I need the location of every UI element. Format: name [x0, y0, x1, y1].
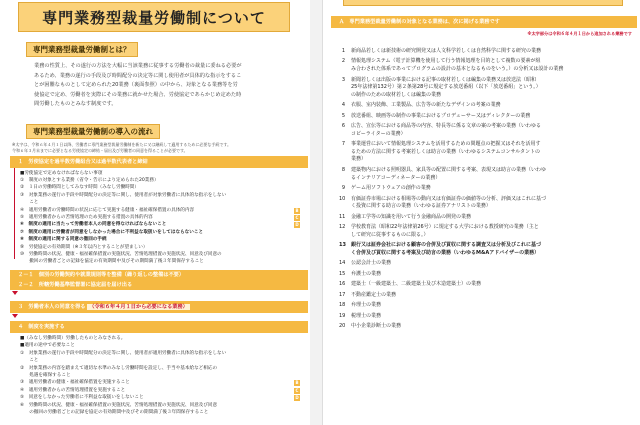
item-number: 12	[339, 224, 346, 231]
item-text-line: 建築物内における照明器具、家具等の配置に関する考案、表現又は助言の業務（いわゆ	[351, 166, 547, 173]
item-text-line: 業務）	[351, 156, 367, 163]
target-work-item	[339, 242, 635, 257]
flow-note	[12, 142, 304, 154]
operation-item: ④ 適用労働者からの苦情処理措置を実施すること C	[20, 387, 299, 393]
item-text-line: 中小企業診断士の業務	[351, 323, 402, 330]
definition-text	[34, 62, 302, 110]
target-work-item	[339, 260, 635, 268]
item-number: 10	[339, 195, 346, 202]
badge-c: C	[295, 214, 299, 220]
target-work-item	[339, 302, 635, 310]
badge-d: D	[295, 222, 299, 228]
page-title: 専門業務型裁量労働制について	[18, 2, 290, 32]
agreement-item: ④ 適用労働者の労働時間の状況に応じて実施する健康・福祉確保措置の具体的内容 B	[20, 207, 299, 213]
item-number: 8	[341, 166, 345, 173]
target-work-list	[339, 48, 635, 331]
item-text	[351, 48, 635, 56]
item-text-line: く合併及び買収に関する考案及び助言の業務（いわゆるM&Aアドバイザーの業務）	[351, 249, 540, 256]
item-number: 15	[339, 270, 346, 277]
item-number: 6	[341, 123, 345, 130]
target-work-item	[339, 58, 635, 73]
item-number: 17	[339, 291, 346, 298]
item-text	[351, 167, 635, 182]
item-text-line: 広告、宣伝等における商品等の内容、特長等に係る文章の案の考案の業務（いわゆる	[351, 123, 542, 130]
item-text-line: 不動産鑑定士の業務	[351, 291, 397, 298]
item-text	[351, 113, 635, 121]
flow-arrow	[12, 314, 18, 318]
definition-line: 業務の性質上、その遂行の方法を大幅に当該業務に従事する労働者の裁量に委ねる必要が	[34, 63, 242, 69]
item-number: 14	[339, 260, 346, 267]
operation-item: こと	[20, 358, 39, 364]
step-3-highlight: （令和６年４月１日から必要になる業務）	[89, 304, 188, 310]
item-text-line: 金融工学等の知識を用いて行う金融商品の開発の業務	[351, 213, 472, 220]
badge-d: D	[295, 395, 299, 401]
item-number: 16	[339, 281, 346, 288]
operation-item: ⑥ 労働時間の状況、健康・福祉確保措置の実施状況、苦情処理措置の実施状況、同意及び同意	[20, 402, 218, 408]
item-text	[351, 123, 635, 138]
item-text-line: 弁理士の業務	[351, 302, 382, 309]
target-work-item	[339, 323, 635, 331]
item-text-line: 学校教育法（昭和22年法律第26号）に規定する大学における教授研究の業務（主と	[351, 224, 539, 231]
item-text-line: るインテリアコーディネーターの業務）	[351, 174, 441, 181]
target-work-item	[339, 48, 635, 56]
item-text-line: 弁護士の業務	[351, 270, 382, 277]
step-2-2-label: ２－２ 所轄労働基準監督署に協定届を届け出る	[18, 281, 133, 288]
operation-item: 処遇を確保すること	[20, 372, 71, 378]
flow-note-line: 令和６年３月末までに必要となる労使協定の締結・届出及び労働者の同意を得ることが必要です。	[12, 148, 188, 153]
item-number: 1	[341, 48, 345, 54]
item-text-line: 情報処理システム（電子計算機を使用して行う情報処理を目的として複数の要素が組	[351, 58, 541, 65]
item-number: 19	[339, 312, 346, 319]
item-text-line: 銀行又は証券会社における顧客の合併及び買収に関する調査又は分析及びこれに基づ	[351, 242, 542, 249]
item-text	[351, 260, 635, 268]
badge-c: C	[295, 387, 299, 393]
definition-line: 使協定で定め、労働者を実際にその業務に就かせた場合、労使協定であらかじめ定めた時	[34, 91, 242, 98]
agreement-item: ⑦ 制度の適用に労働者が同意をしなかった場合に不利益な取扱いをしてはならないこと	[20, 229, 204, 235]
target-work-bar: Ａ 専門業務型裁量労働制の対象となる業務は、次に掲げる業務です	[331, 16, 637, 28]
badge-b: B	[295, 207, 299, 213]
target-work-item	[339, 102, 635, 110]
item-text-line: く投資に関する助言の業務（いわゆる証券アナリストの業務）	[351, 203, 491, 210]
item-number: 20	[339, 323, 346, 330]
target-work-item	[339, 141, 635, 164]
agreement-item: ① 制度の対象とする業務（省令・告示により定められた20業務）	[20, 178, 159, 183]
item-text	[351, 242, 635, 257]
added-work-note: ※太字部分は令和６年４月１日から追加される業務です	[527, 31, 632, 36]
item-text-line: 放送番組、映画等の制作の事業におけるプロデューサー又はディレクターの業務	[351, 112, 531, 119]
flow-note-line: ※太字は、令和６年４月１日以降、労働者に専門業務型裁量労働制を新たに又は継続して適用するために必要な手続です。	[12, 142, 232, 147]
item-text	[351, 281, 635, 289]
operation-item: ② 対象業務の内容を踏まえて適切な水準のみなし労働時間を設定し、手当や基本給など相応の	[20, 365, 218, 371]
item-text-line: 税理士の業務	[351, 312, 382, 319]
left-page	[0, 0, 310, 425]
agreement-item: ⑤ 適用労働者からの苦情処理のため実施する措置の具体的内容 C	[20, 214, 299, 220]
target-work-item	[339, 224, 635, 239]
target-work-item	[339, 185, 635, 193]
item-text	[351, 102, 635, 110]
definition-line: 間労働したものとみなす制度です。	[34, 101, 117, 107]
item-text-line: ゲーム用ソフトウェアの創作の業務	[351, 185, 431, 192]
target-work-item	[339, 77, 635, 100]
definition-line: とが困難なものとして定められた20業務（裏面参照）の中から、対象となる業務等を労	[34, 82, 238, 88]
agreement-item: ⑩ 労働時間の状況、健康・福祉確保措置の実施状況、苦情処理措置の実施状況、同意及び同意の	[20, 251, 222, 257]
operation-item: ① 対象業務の遂行の手段や時間配分の決定等に関し、使用者が適用労働者に具体的な指示をしない	[20, 350, 227, 356]
item-text-line: コピーライターの業務）	[351, 130, 406, 137]
item-text	[351, 271, 635, 279]
step-3-bar	[10, 301, 308, 313]
item-number: 5	[341, 112, 345, 119]
agreement-item: 撤回の労働者ごとの記録を協定の有効期間中及びその期間満了後３年間保存すること	[20, 259, 204, 265]
flow-arrow	[12, 291, 18, 295]
item-text	[351, 224, 635, 239]
operation-item: ■（みなし労働時間）労働したものとみなされる。	[20, 336, 126, 341]
item-number: 3	[341, 76, 345, 83]
section-heading-definition: 専門業務型裁量労働制とは？	[26, 42, 138, 57]
right-top-banner	[343, 0, 623, 6]
item-text-line: 有価証券市場における相場等の動向又は有価証券の価値等の分析、評価又はこれに基づ	[351, 195, 547, 202]
item-text-line: 新聞若しくは出版の事業における記事の取材若しくは編集の業務又は放送法（昭和	[351, 76, 537, 83]
operation-item: ■適用の途中で必要なこと	[20, 343, 75, 349]
target-work-item	[339, 271, 635, 279]
right-page	[322, 0, 640, 425]
agreement-items-list	[20, 177, 300, 266]
step-2-1-label: ２－１ 個別の労働契約や就業規則等を整備（繰り返しの整備は不要）	[18, 272, 185, 278]
step-4-bar: ４ 制度を実施する	[10, 321, 308, 333]
step-2-bar	[10, 270, 308, 290]
item-text	[351, 141, 635, 164]
operation-items-list	[20, 335, 300, 416]
item-text	[351, 196, 635, 211]
item-number: 9	[341, 185, 345, 192]
item-number: 13	[339, 242, 346, 249]
badge-b: B	[295, 380, 299, 386]
item-text-line: み合わされた体系であってプログラムの設計の基本となるものをいう。）の分析又は設計の業務	[351, 66, 564, 73]
agreement-item: ⑥ 制度の適用に当たって労働者本人の同意を得なければならないこと D	[20, 222, 299, 228]
agreement-item: ② １日の労働時間としてみなす時間（みなし労働時間）	[20, 185, 139, 191]
operation-item: ③ 適用労働者の健康・福祉確保措置を実施すること B	[20, 380, 299, 386]
step-1-bar: １ 労使協定を過半数労働組合又は過半数代表者と締結	[10, 156, 308, 168]
agreement-items-heading: ■労使協定で定めなければならない事項	[20, 171, 103, 176]
item-text	[351, 214, 635, 222]
operation-item: ⑤ 同意をしなかった労働者に不利益な取扱いをしないこと D	[20, 395, 299, 401]
item-number: 7	[341, 141, 345, 148]
definition-line: あるため、業務の遂行の手段及び時間配分の決定等に関し使用者が具体的な指示をするこ	[34, 72, 242, 79]
target-work-item	[339, 292, 635, 300]
target-work-item	[339, 123, 635, 138]
item-number: 18	[339, 302, 346, 309]
step-3-label: ３ 労働者本人の同意を得る	[18, 304, 86, 310]
agreement-item: ⑧ 制度の適用に関する同意の撤回の手続	[20, 237, 107, 243]
item-text	[351, 323, 635, 331]
item-text-line: して研究に従事するものに限る。）	[351, 231, 429, 238]
item-text-line: 新商品若しくは新技術の研究開発又は人文科学若しくは自然科学に関する研究の業務	[351, 48, 542, 54]
item-text-line: 25年法律第132号）第２条第28号に規定する放送番組（以下「放送番組」という。）	[351, 84, 541, 91]
item-text	[351, 292, 635, 300]
item-number: 11	[339, 213, 346, 220]
item-text	[351, 185, 635, 193]
item-text-line: 建築士（一級建築士、二級建築士及び木造建築士）の業務	[351, 281, 482, 288]
item-text	[351, 313, 635, 321]
agreement-item: ⑨ 労使協定の有効期間（※３年以内とすることが望ましい）	[20, 244, 148, 250]
item-text-line: 衣服、室内装飾、工業製品、広告等の新たなデザインの考案の業務	[351, 102, 501, 109]
item-text	[351, 302, 635, 310]
item-text-line: るための方法に関する考案若しくは助言の業務（いわゆるシステムコンサルタントの	[351, 148, 541, 155]
target-work-item	[339, 196, 635, 211]
item-text-line: 事業運営において情報処理システムを活用するための問題点の把握又はそれを活用す	[351, 141, 541, 148]
item-number: 4	[341, 102, 345, 109]
target-work-item	[339, 167, 635, 182]
item-text	[351, 58, 635, 73]
item-text-line: の制作のための取材若しくは編集の業務	[351, 91, 442, 98]
section-heading-flow: 専門業務型裁量労働制の導入の流れ	[26, 124, 160, 139]
target-work-item	[339, 281, 635, 289]
item-number: 2	[341, 58, 345, 65]
target-work-item	[339, 113, 635, 121]
target-work-item	[339, 214, 635, 222]
agreement-item: ③ 対象業務の遂行の手段や時間配分の決定等に関し、使用者が対象労働者に具体的な指示をしない	[20, 192, 227, 198]
item-text-line: 公認会計士の業務	[351, 260, 392, 267]
item-text	[351, 77, 635, 100]
agreement-item: こと	[20, 200, 39, 206]
target-work-item	[339, 313, 635, 321]
operation-item: の撤回の労働者ごとの記録を協定の有効期間中及びその期間満了後３年間保存すること	[20, 409, 209, 415]
flow-connector	[14, 167, 15, 259]
